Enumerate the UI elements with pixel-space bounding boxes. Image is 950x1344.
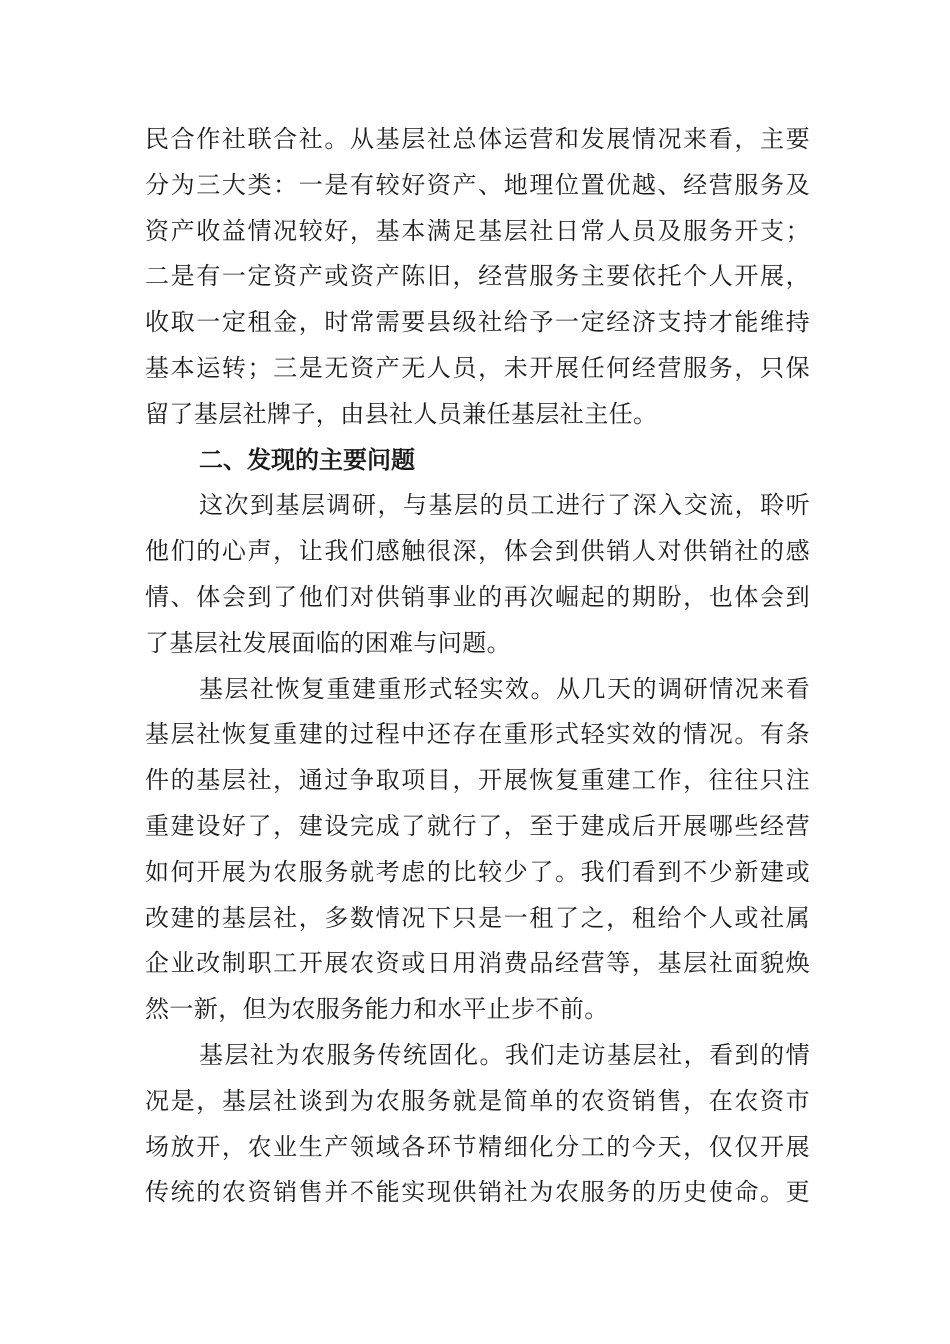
text-line: 件的基层社，通过争取项目，开展恢复重建工作，往往只注 bbox=[145, 766, 810, 795]
paragraph-2 bbox=[145, 483, 810, 666]
text-line: 基层社恢复重建的过程中还存在重形式轻实效的情况。有条 bbox=[145, 720, 810, 749]
text-line: 基层社恢复重建重形式轻实效。从几天的调研情况来看 bbox=[199, 674, 810, 703]
paragraph-3 bbox=[145, 667, 810, 1033]
paragraph-1 bbox=[145, 117, 810, 438]
text-line: 情、体会到了他们对供销事业的再次崛起的期盼，也体会到 bbox=[145, 582, 810, 611]
document-body bbox=[145, 117, 810, 1216]
text-line: 分为三大类：一是有较好资产、地理位置优越、经营服务及 bbox=[145, 170, 810, 199]
text-line: 民合作社联合社。从基层社总体运营和发展情况来看，主要 bbox=[145, 125, 810, 153]
text-line: 场放开，农业生产领域各环节精细化分工的今天，仅仅开展 bbox=[145, 1132, 810, 1161]
text-line: 基本运转；三是无资产无人员，未开展任何经营服务，只保 bbox=[145, 353, 810, 382]
section-heading: 二、发现的主要问题 bbox=[199, 445, 415, 474]
text-line: 资产收益情况较好，基本满足基层社日常人员及服务开支； bbox=[145, 216, 810, 245]
text-line: 收取一定租金，时常需要县级社给予一定经济支持才能维持 bbox=[145, 308, 810, 337]
text-line: 如何开展为农服务就考虑的比较少了。我们看到不少新建或 bbox=[145, 857, 810, 886]
text-line: 传统的农资销售并不能实现供销社为农服务的历史使命。更 bbox=[145, 1178, 810, 1207]
text-line: 二是有一定资产或资产陈旧，经营服务主要依托个人开展， bbox=[145, 262, 810, 291]
paragraph-4 bbox=[145, 1033, 810, 1216]
text-line: 重建设好了，建设完成了就行了，至于建成后开展哪些经营 bbox=[145, 811, 810, 840]
text-line: 了基层社发展面临的困难与问题。 bbox=[145, 628, 511, 657]
text-line: 留了基层社牌子，由县社人员兼任基层社主任。 bbox=[145, 399, 658, 428]
text-line: 企业改制职工开展农资或日用消费品经营等，基层社面貌焕 bbox=[145, 949, 810, 978]
text-line: 况是，基层社谈到为农服务就是简单的农资销售，在农资市 bbox=[145, 1086, 810, 1115]
text-line: 基层社为农服务传统固化。我们走访基层社，看到的情 bbox=[199, 1040, 810, 1069]
text-line: 改建的基层社，多数情况下只是一租了之，租给个人或社属 bbox=[145, 903, 810, 932]
text-line: 这次到基层调研，与基层的员工进行了深入交流，聆听 bbox=[199, 491, 810, 520]
text-line: 他们的心声，让我们感触很深，体会到供销人对供销社的感 bbox=[145, 537, 810, 566]
text-line: 然一新，但为农服务能力和水平止步不前。 bbox=[145, 995, 609, 1024]
